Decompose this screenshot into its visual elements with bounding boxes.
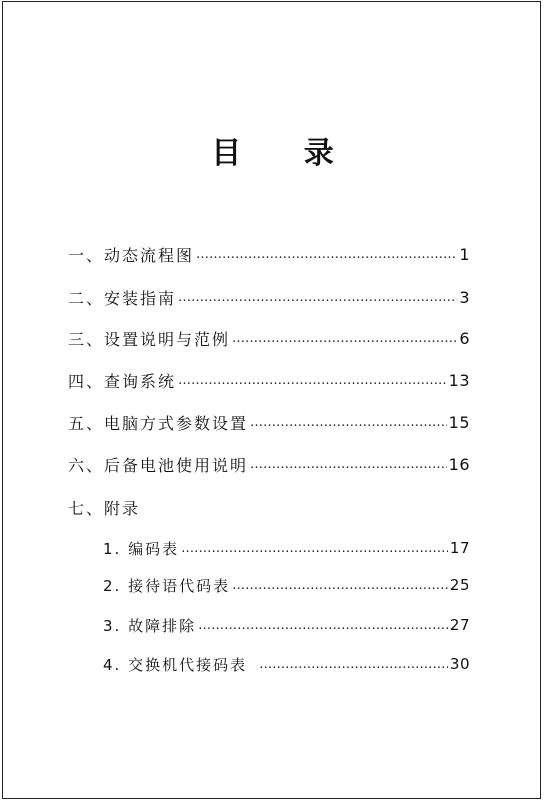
toc-leader xyxy=(232,578,448,593)
toc-leader xyxy=(181,541,448,556)
toc-entry-label: 六、后备电池使用说明 xyxy=(68,455,249,475)
appendix-entry-label: 3. 故障排除 xyxy=(103,616,197,635)
toc-entry-page: 1 xyxy=(459,244,470,264)
appendix-entry-page: 30 xyxy=(449,655,470,673)
toc-entry-page: 13 xyxy=(448,370,470,390)
appendix-heading[interactable]: 七、附录 xyxy=(68,498,141,518)
toc-entry-label: 二、安装指南 xyxy=(68,288,177,308)
toc-entry[interactable] xyxy=(68,409,470,435)
page-border xyxy=(2,1,541,799)
toc-entry-label: 五、电脑方式参数设置 xyxy=(68,413,249,433)
appendix-entry[interactable] xyxy=(103,651,470,677)
appendix-entry[interactable] xyxy=(103,572,470,598)
toc-entry-label: 三、设置说明与范例 xyxy=(68,329,231,349)
toc-entry[interactable] xyxy=(68,284,470,310)
appendix-entry-page: 25 xyxy=(449,576,470,594)
toc-entry[interactable] xyxy=(68,325,470,351)
toc-leader xyxy=(198,618,448,633)
appendix-entry[interactable] xyxy=(103,535,470,561)
toc-leader xyxy=(259,657,448,672)
appendix-entry-page: 17 xyxy=(449,539,470,557)
toc-entry-label: 四、查询系统 xyxy=(68,371,177,391)
toc-entry-page: 3 xyxy=(459,287,470,307)
toc-leader xyxy=(178,373,447,388)
toc-leader xyxy=(196,247,457,262)
appendix-entry-page: 27 xyxy=(449,616,470,634)
page-title: 目 录 xyxy=(211,136,360,171)
toc-entry-page: 15 xyxy=(448,412,470,432)
appendix-entry[interactable] xyxy=(103,612,470,638)
toc-entry-page: 16 xyxy=(448,454,470,474)
toc-leader xyxy=(232,331,457,346)
toc-leader xyxy=(178,290,457,305)
toc-leader xyxy=(250,415,447,430)
appendix-entry-label: 2. 接待语代码表 xyxy=(103,576,231,595)
toc-entry[interactable] xyxy=(68,367,470,393)
toc-entry[interactable] xyxy=(68,451,470,477)
toc-entry[interactable] xyxy=(68,241,470,267)
toc-entry-label: 一、动态流程图 xyxy=(68,245,195,265)
appendix-entry-label: 1. 编码表 xyxy=(103,539,180,558)
appendix-entry-label: 4. 交换机代接码表 xyxy=(103,655,248,674)
toc-entry-page: 6 xyxy=(459,328,470,348)
toc-leader xyxy=(250,457,447,472)
